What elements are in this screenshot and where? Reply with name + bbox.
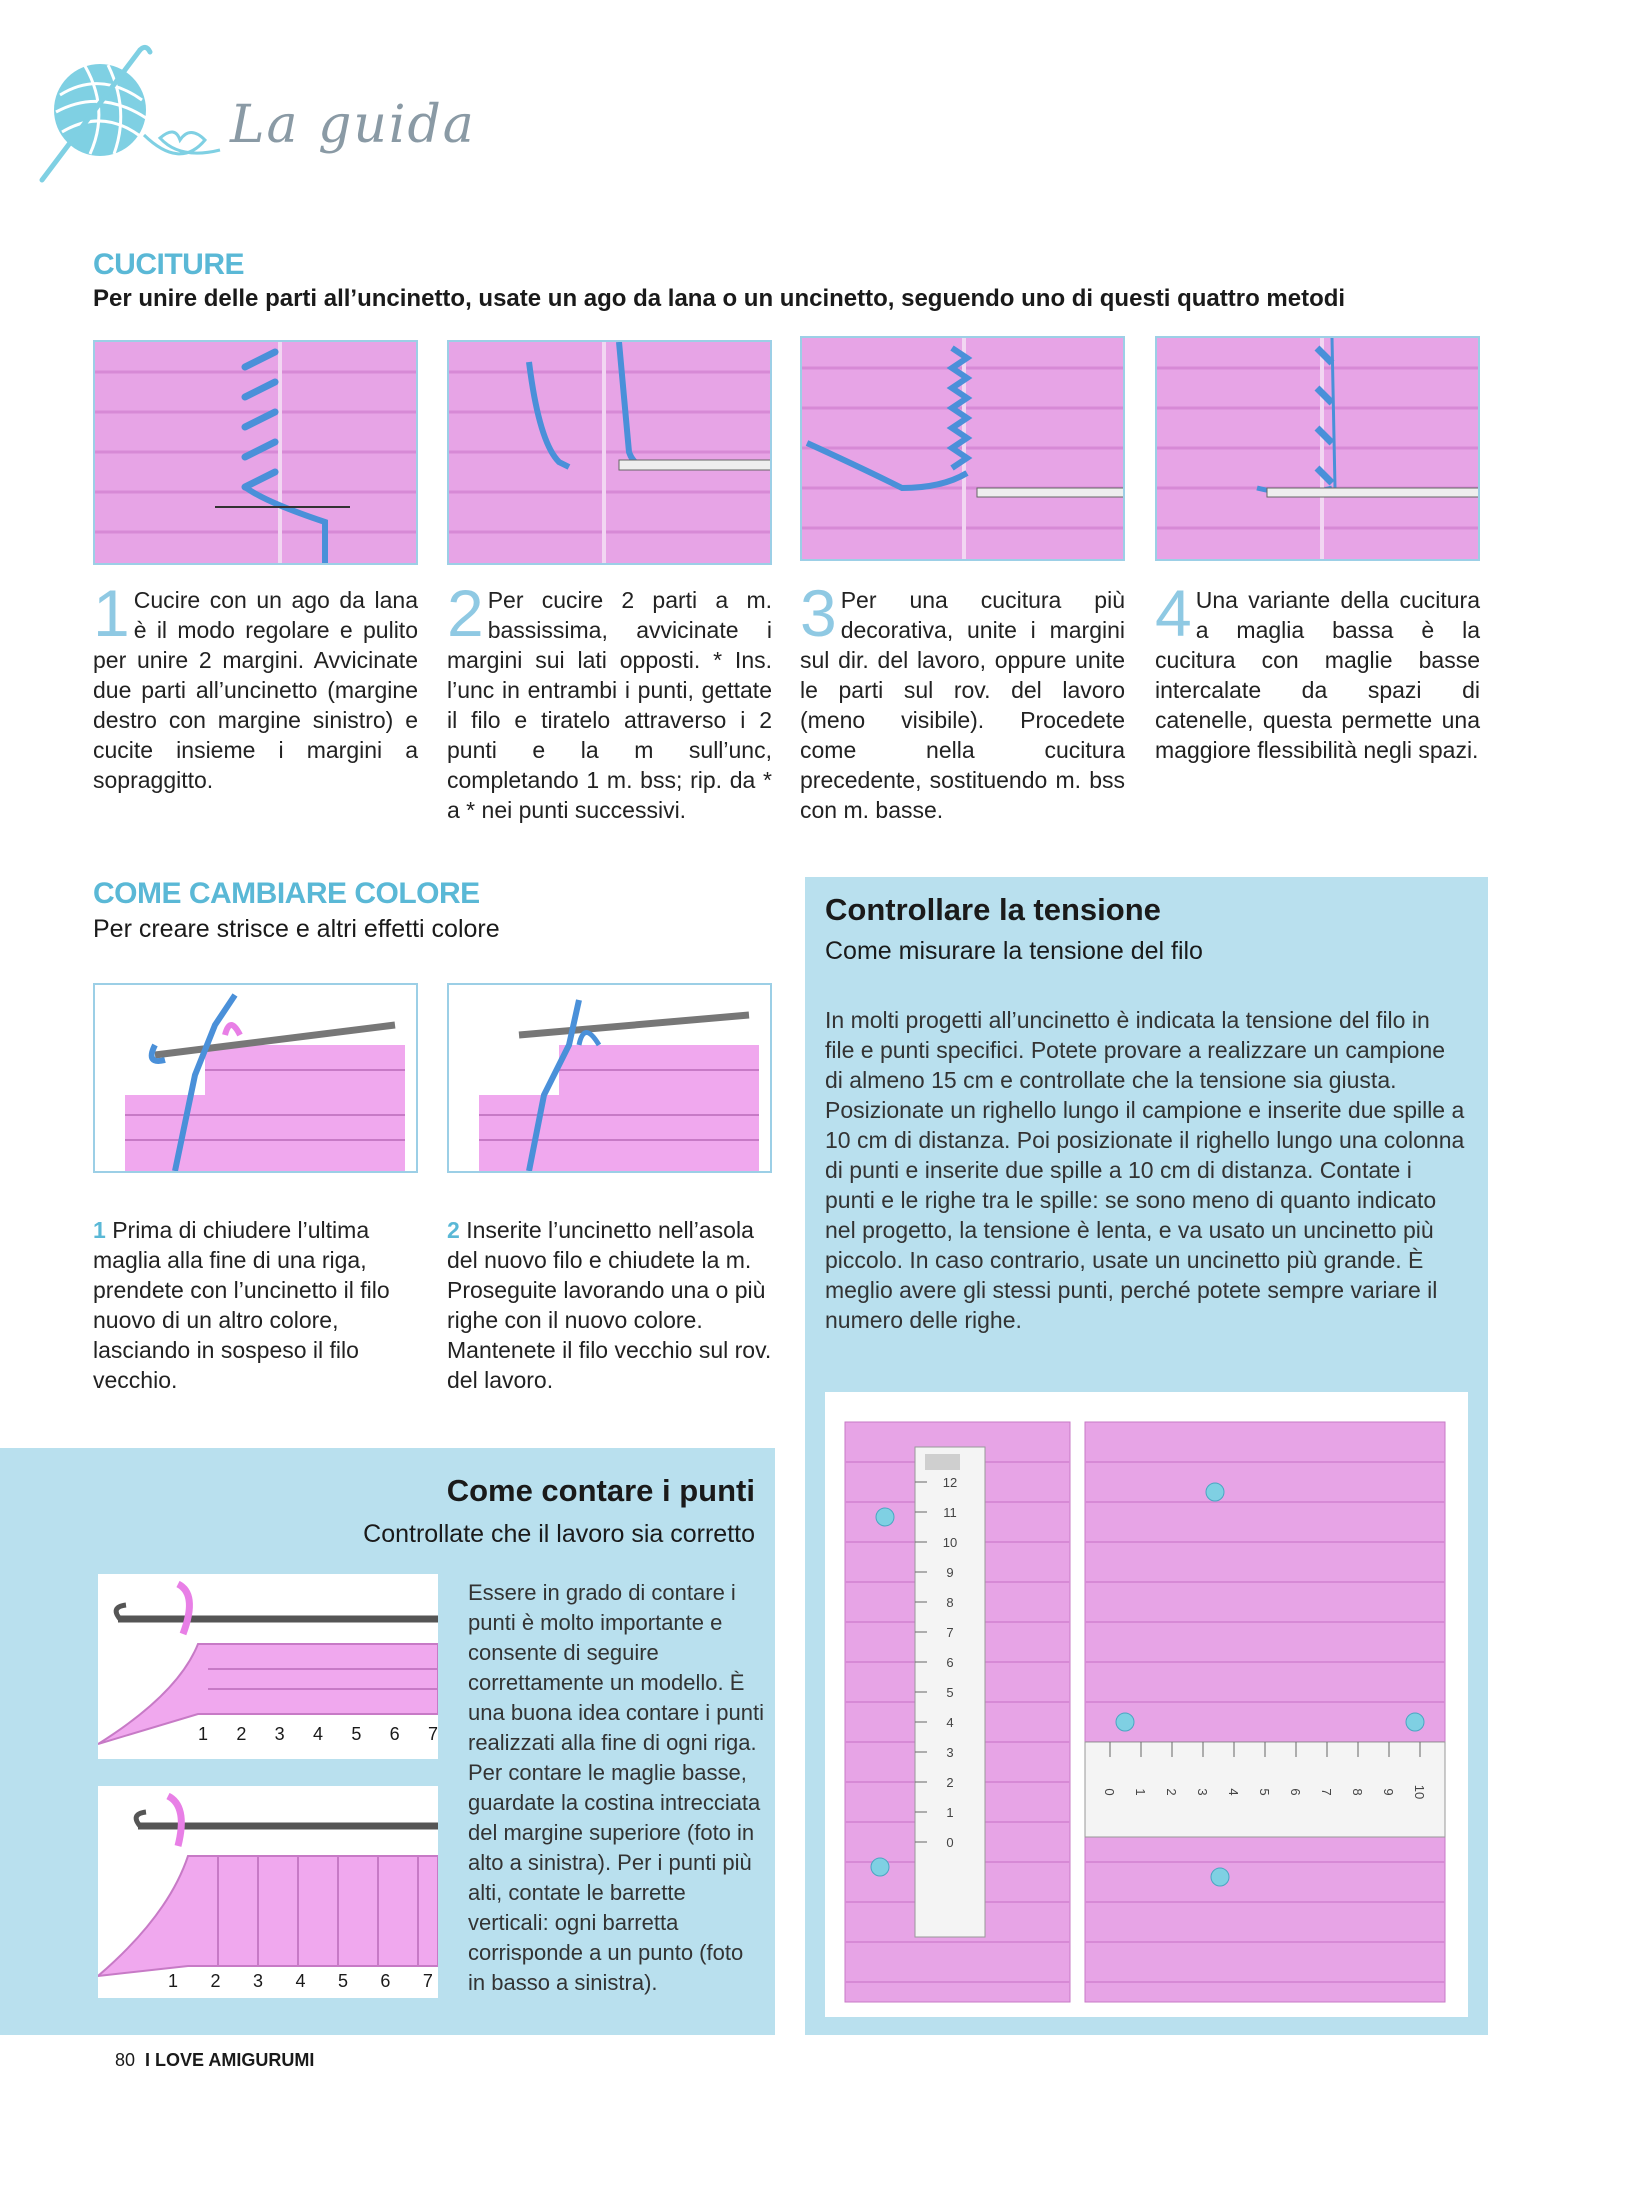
- ruler-label: 10: [1412, 1784, 1427, 1800]
- number-label: 7: [422, 1971, 433, 1991]
- tension-subtitle: Come misurare la tensione del filo: [825, 937, 1203, 965]
- number-label: 1: [168, 1971, 179, 1991]
- magazine-name: I LOVE AMIGURUMI: [145, 2050, 315, 2070]
- ruler-label: 6: [1288, 1788, 1303, 1796]
- ruler-label: 7: [1319, 1788, 1334, 1796]
- seam-photo-4: [1155, 336, 1480, 561]
- step-number: 1: [93, 576, 130, 650]
- ruler-label: 4: [946, 1715, 954, 1730]
- count-title: Come contare i punti: [446, 1473, 755, 1508]
- guide-title: La guida: [230, 95, 476, 155]
- ruler-label: 7: [946, 1625, 954, 1640]
- seam-step-3: [800, 576, 1125, 825]
- number-label: 1: [198, 1724, 209, 1744]
- count-numbers-bottom: [168, 1971, 433, 1992]
- color-step-2: [447, 1215, 777, 1395]
- ruler-label: 3: [1195, 1788, 1210, 1796]
- number-label: 3: [274, 1724, 285, 1744]
- step-number: 4: [1155, 576, 1192, 650]
- number-label: 6: [389, 1724, 400, 1744]
- seam-step-4: [1155, 576, 1480, 765]
- step-number: 3: [800, 576, 837, 650]
- ruler-label: 11: [943, 1505, 957, 1520]
- number-label: 4: [295, 1971, 306, 1991]
- count-panel: [0, 1448, 775, 2035]
- ruler-label: 1: [1133, 1788, 1148, 1796]
- color-subtitle: Per creare strisce e altri effetti colore: [93, 915, 500, 943]
- step-text: Per cucire 2 parti a m. bassissima, avvicinate i margini sui lati opposti. * Ins. l’unc in entrambi i punti, gettate il filo e tiratelo attraverso i 2 punti e la m sull’unc, completando 1 m. bss; rip. da * a * nei punti successivi.: [447, 587, 772, 823]
- count-illustration-bottom: [98, 1786, 438, 1998]
- color-step-1: [93, 1215, 423, 1395]
- count-text: Essere in grado di contare i punti è molto importante e consente di seguire correttamente un modello. È una buona idea contare i punti realizzati alla fine di ogni riga. Per contare le maglie basse, guardate la costina intrecciata del margine superiore (foto in alto a sinistra). Per i punti più alti, contate le barrette verticali: ogni barretta corrisponde a un punto (foto in basso a sinistra).: [468, 1580, 765, 1995]
- number-label: 2: [236, 1724, 247, 1744]
- ruler-label: 9: [1381, 1788, 1396, 1796]
- number-label: 3: [252, 1971, 263, 1991]
- step-text: Cucire con un ago da lana è il modo regolare e pulito per unire 2 margini. Avvicinate due parti all’uncinetto (margine destro con margine sinistro) e cucite insieme i margini a sopraggitto.: [93, 587, 418, 793]
- count-numbers-top: [198, 1724, 438, 1745]
- tension-panel: [805, 877, 1488, 2035]
- seam-photo-1: [93, 340, 418, 565]
- ruler-label: 2: [1164, 1788, 1179, 1796]
- ruler-label: 12: [942, 1475, 958, 1490]
- ruler-label: 5: [1257, 1788, 1272, 1796]
- step-text: Prima di chiudere l’ultima maglia alla fine di una riga, prendete con l’uncinetto il filo nuovo di un altro colore, lasciando in sospeso il filo vecchio.: [93, 1217, 390, 1393]
- number-label: 2: [210, 1971, 221, 1991]
- number-label: 7: [427, 1724, 438, 1744]
- count-illustration-top: [98, 1574, 438, 1759]
- ruler-label: 8: [946, 1595, 954, 1610]
- ruler-label: 5: [946, 1685, 954, 1700]
- seam-photo-3: [800, 336, 1125, 561]
- ruler-label: 6: [946, 1655, 954, 1670]
- number-label: 5: [337, 1971, 348, 1991]
- ruler-label: 4: [1226, 1788, 1241, 1796]
- ruler-label: 9: [946, 1565, 954, 1580]
- ruler-label: 0: [1102, 1788, 1117, 1796]
- count-subtitle: Controllate che il lavoro sia corretto: [363, 1520, 755, 1548]
- ruler-label: 2: [946, 1775, 954, 1790]
- step-number: 1: [93, 1217, 106, 1243]
- seams-subtitle: Per unire delle parti all’uncinetto, usate un ago da lana o un uncinetto, seguendo uno di questi quattro metodi: [93, 285, 1346, 312]
- page-number: 80: [115, 2050, 136, 2070]
- color-title: COME CAMBIARE COLORE: [93, 877, 480, 910]
- color-illustration-2: [447, 983, 772, 1173]
- tension-illustration: [825, 1392, 1468, 2017]
- footer: [115, 2050, 314, 2071]
- ruler-label: 1: [946, 1805, 954, 1820]
- seam-photo-2: [447, 340, 772, 565]
- step-text: Inserite l’uncinetto nell’asola del nuovo filo e chiudete la m. Proseguite lavorando una o più righe con il nuovo colore. Mantenete il filo vecchio sul rov. del lavoro.: [447, 1217, 772, 1393]
- ruler-label: 0: [946, 1835, 954, 1850]
- seam-step-1: [93, 576, 418, 795]
- seams-title: CUCITURE: [93, 248, 244, 281]
- step-text: Una variante della cucitura a maglia bassa è la cucitura con maglie basse intercalate da spazi di catenelle, questa permette una maggiore flessibilità negli spazi.: [1155, 587, 1480, 763]
- step-text: Per una cucitura più decorativa, unite i margini sul dir. del lavoro, oppure unite le parti sul rov. del lavoro (meno visibile). Procedete come nella cucitura precedente, sostituendo m. bss con m. basse.: [800, 587, 1125, 823]
- ruler-label: 8: [1350, 1788, 1365, 1796]
- ruler-label: 3: [946, 1745, 954, 1760]
- tension-title: Controllare la tensione: [825, 892, 1161, 927]
- seam-step-2: [447, 576, 772, 825]
- number-label: 6: [380, 1971, 391, 1991]
- step-number: 2: [447, 576, 484, 650]
- color-illustration-1: [93, 983, 418, 1173]
- number-label: 4: [312, 1724, 323, 1744]
- tension-text: In molti progetti all’uncinetto è indicata la tensione del filo in file e punti specifici. Potete provare a realizzare un campione di almeno 15 cm e controllate che la tensione sia giusta. Posizionate un righello lungo il campione e inserite due spille a 10 cm di distanza. Poi posizionate il righello lungo una colonna di punti e inserite due spille a 10 cm di distanza. Contate i punti e le righe tra le spille: se sono meno di quanto indicato nel progetto, la tensione è lenta, e va usato un uncinetto più piccolo. In caso contrario, usate un uncinetto più grande. È meglio avere gli stessi punti, perché potete sempre variare il numero delle righe.: [825, 1007, 1465, 1333]
- step-number: 2: [447, 1217, 460, 1243]
- ruler-label: 10: [942, 1535, 958, 1550]
- number-label: 5: [351, 1724, 362, 1744]
